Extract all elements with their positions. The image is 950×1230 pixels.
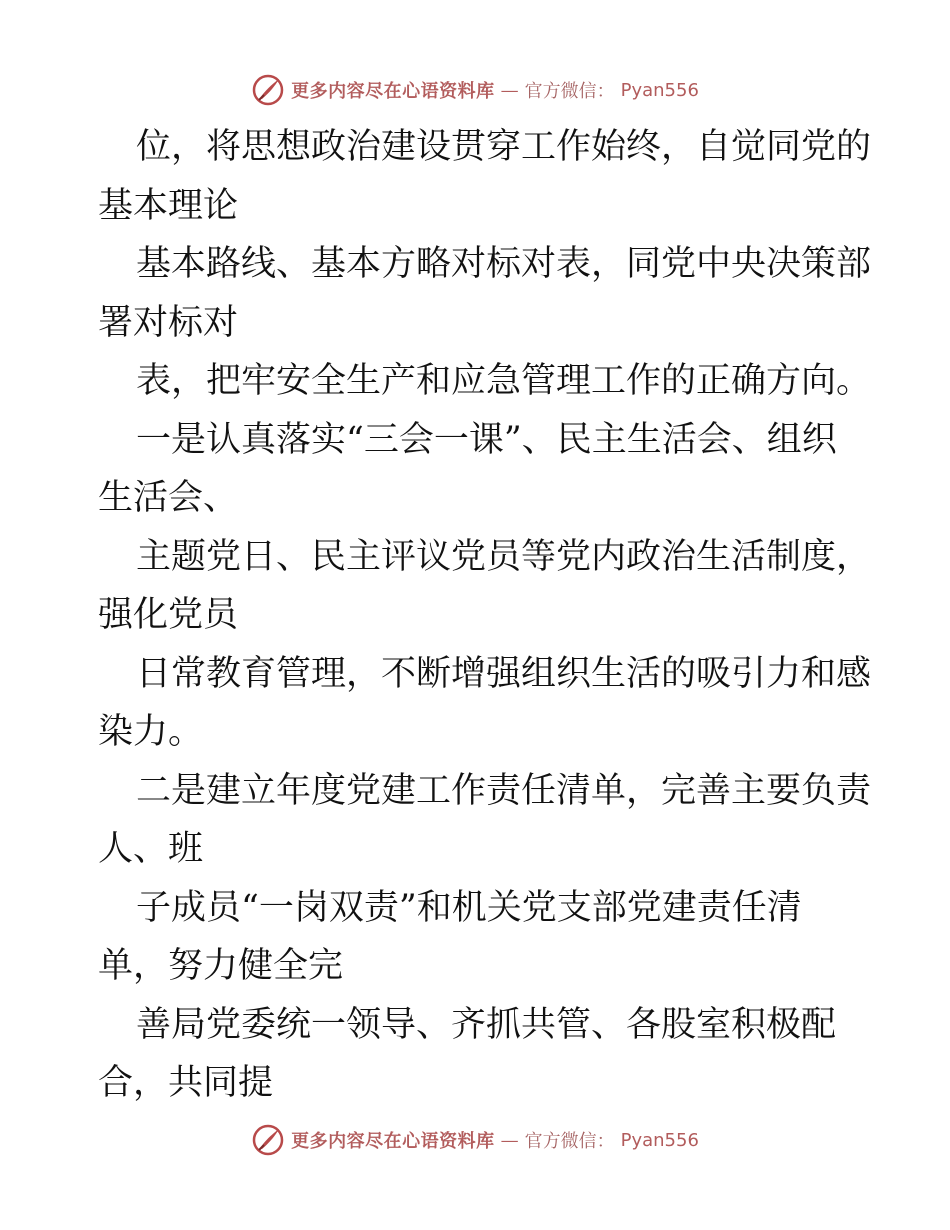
- banner-wechat-label: 官方微信：: [524, 81, 615, 102]
- document-body: [98, 118, 878, 1113]
- text-line: 生活会、: [98, 478, 239, 518]
- banner-dash: —: [500, 1129, 519, 1151]
- text-line: 二是建立年度党建工作责任清单，完善主要负责: [136, 770, 872, 811]
- text-line: 位，将思想政治建设贯穿工作始终，自觉同党的: [136, 127, 872, 167]
- text-line: 日常教育管理，不断增强组织生活的吸引力和感: [136, 653, 872, 694]
- feather-pen-logo-icon: [251, 1123, 285, 1157]
- text-line: 染力。: [98, 712, 204, 752]
- text-line: 善局党委统一领导、齐抓共管、各股室积极配: [136, 1004, 837, 1045]
- text-line: 主题党日、民主评议党员等党内政治生活制度，: [136, 536, 872, 577]
- text-line: 基本理论: [98, 185, 239, 226]
- text-line: 表，把牢安全生产和应急管理工作的正确方向。: [136, 361, 872, 401]
- header-banner: [0, 70, 950, 110]
- feather-pen-logo-icon: [251, 73, 285, 107]
- text-line: 单，努力健全完: [98, 946, 344, 986]
- text-line: 强化党员: [98, 595, 239, 635]
- banner-wechat-id: Pyan556: [620, 79, 699, 101]
- banner-wechat-label: 官方微信：: [524, 1131, 615, 1152]
- text-line: 署对标对: [98, 302, 239, 343]
- banner-title: 更多内容尽在心语资料库: [291, 1131, 495, 1152]
- text-line: 人、班: [98, 829, 204, 869]
- footer-banner: [0, 1120, 950, 1160]
- text-line: 合，共同提: [98, 1063, 274, 1103]
- banner-dash: —: [500, 79, 519, 101]
- text-line: 基本路线、基本方略对标对表，同党中央决策部: [136, 244, 872, 284]
- banner-wechat-id: Pyan556: [620, 1129, 699, 1151]
- text-line: 一是认真落实“三会一课”、民主生活会、组织: [136, 419, 837, 460]
- banner-title: 更多内容尽在心语资料库: [291, 81, 495, 102]
- text-line: 子成员“一岗双责”和机关党支部党建责任清: [136, 887, 802, 928]
